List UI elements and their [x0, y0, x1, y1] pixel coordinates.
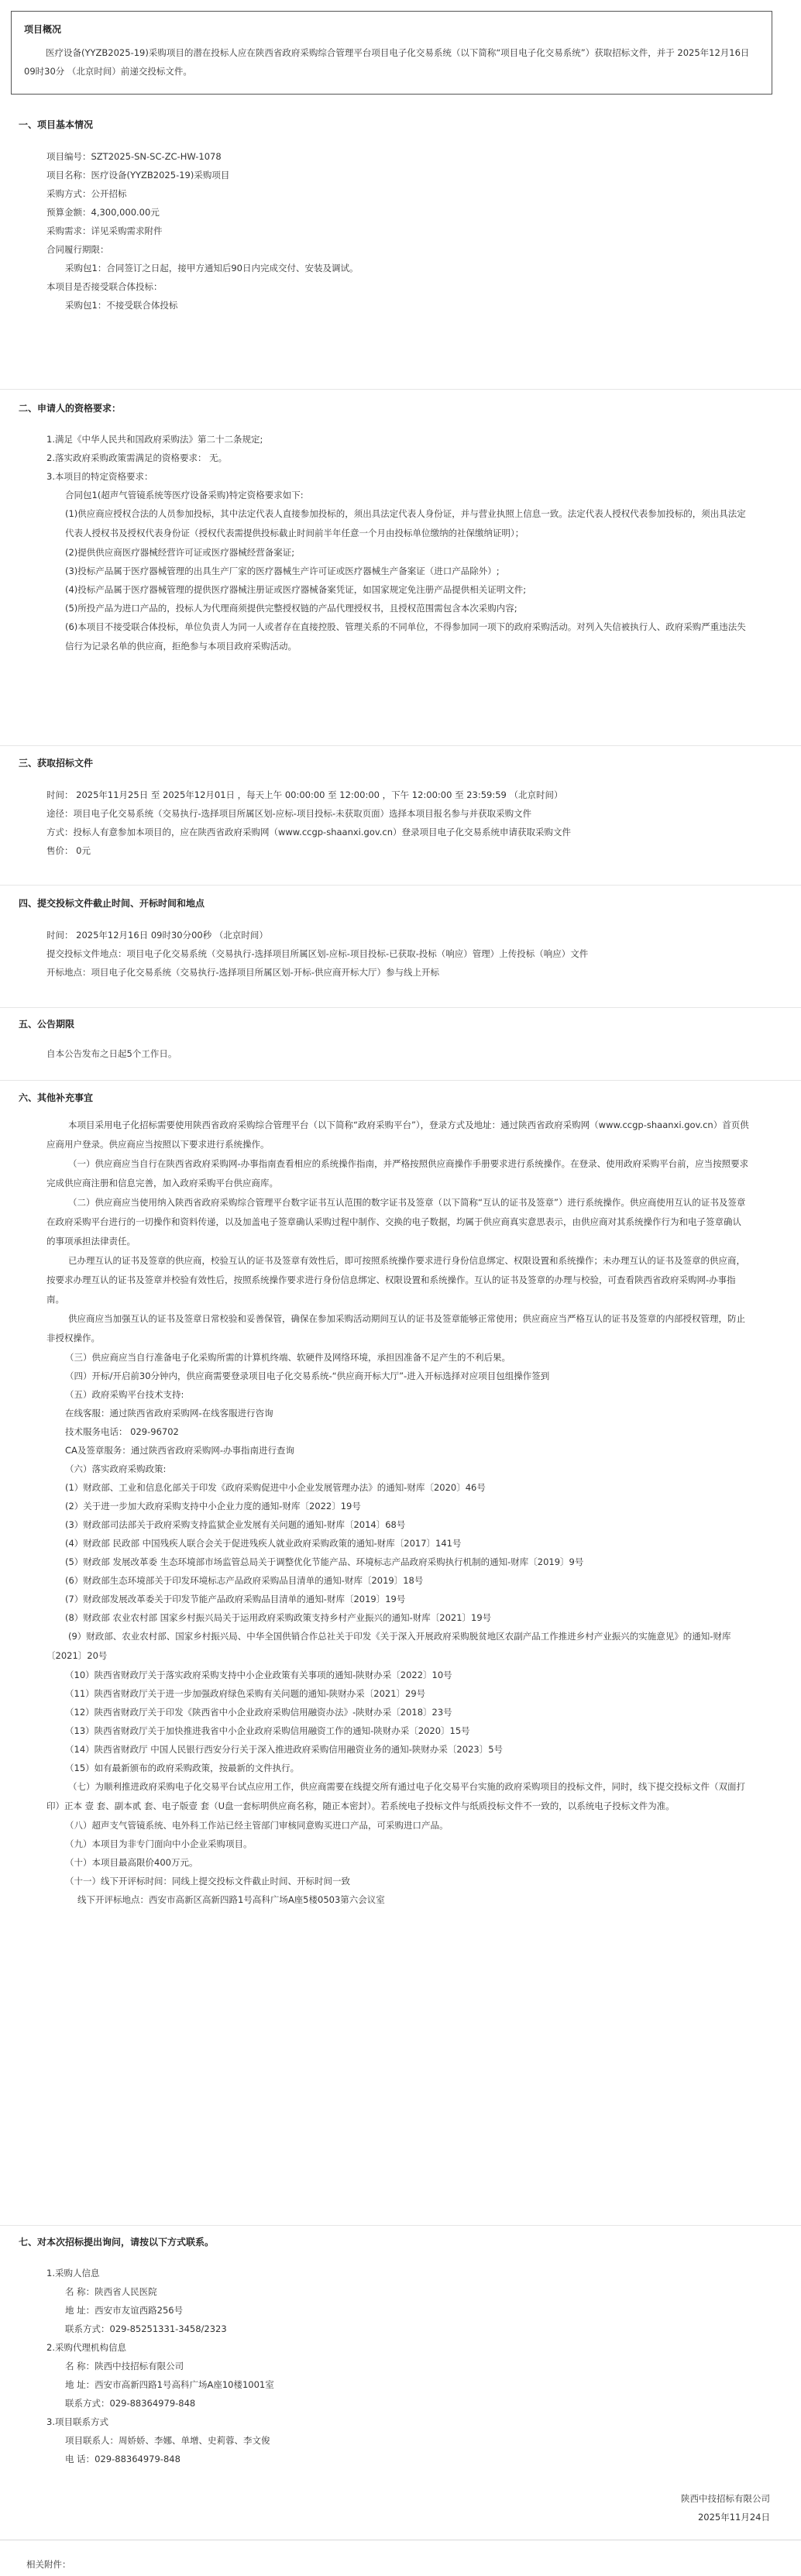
divider	[0, 885, 801, 886]
policy-item: （11）陕西省财政厅关于进一步加强政府绿色采购有关问题的通知-陕财办采〔2021〕29号	[65, 1688, 426, 1699]
policy-item: (5）财政部 发展改革委 生态环境部市场监管总局关于调整优化节能产品、环境标志产品政府采购执行机制的通知-财库〔2019〕9号	[65, 1556, 584, 1567]
qual-item: (6)本项目不接受联合体投标，单位负责人为同一人或者存在直接控股、管理关系的不同单位，不得参加同一项下的政府采购活动。对列入失信被执行人、政府采购严重违法失信行为记录名单的供应商，拒绝参与本项目政府采购活动。	[65, 621, 746, 652]
para: 供应商应当加强互认的证书及签章日常校验和妥善保管，确保在参加采购活动期间互认的证书及签章能够正常使用；供应商应当严格互认的证书及签章的内部授权管理，防止非授权操作。	[46, 1313, 745, 1343]
para: （一）供应商应当自行在陕西省政府采购网-办事指南查看相应的系统操作指南，并严格按照供应商操作手册要求进行系统操作。在登录、使用政府采购平台前，应当按照要求完成供应商注册和信息完善，加入政府采购平台供应商库。	[46, 1158, 749, 1188]
opening-location: 开标地点：项目电子化交易系统（交易执行-选择项目所属区划-开标-供应商开标大厅）参与线上开标	[46, 967, 439, 978]
qualification-list	[19, 430, 778, 656]
para: 在线客服：通过陕西省政府采购网-在线客服进行咨询	[65, 1408, 273, 1419]
project-overview-box	[11, 11, 772, 95]
agency-name: 名 称：陕西中技招标有限公司	[65, 2361, 184, 2371]
contact-list	[19, 2264, 778, 2468]
qual-item: (4)投标产品属于医疗器械管理的提供医疗器械注册证或医疗器械备案凭证，如国家规定免注册产品提供相关证明文件;	[65, 584, 527, 595]
obtain-time: 时间： 2025年11月25日 至 2025年12月01日 ，每天上午 00:00:00 至 12:00:00 ，下午 12:00:00 至 23:59:59 （北京时间）	[46, 789, 563, 800]
section-title: 二、申请人的资格要求：	[19, 403, 122, 414]
basic-info-list	[19, 147, 778, 315]
qual-item: (2)提供供应商医疗器械经营许可证或医疗器械经营备案证;	[65, 547, 295, 558]
policy-item: （14）陕西省财政厅 中国人民银行西安分行关于深入推进政府采购信用融资业务的通知-陕财办采〔2023〕5号	[65, 1744, 504, 1755]
section-title: 四、提交投标文件截止时间、开标时间和地点	[19, 898, 205, 909]
para: CA及签章服务：通过陕西省政府采购网-办事指南进行查询	[65, 1445, 295, 1456]
contract-period-label: 合同履行期限：	[46, 244, 109, 255]
para: （四）开标/开启前30分钟内，供应商需要登录项目电子化交易系统-“供应商开标大厅”-进入开标选择对应项目包组操作签到	[65, 1371, 550, 1381]
consortium-label: 本项目是否接受联合体投标：	[46, 281, 163, 292]
section-title: 一、项目基本情况	[19, 119, 94, 130]
para: 已办理互认的证书及签章的供应商，校验互认的证书及签章有效性后，即可按照系统操作要求进行身份信息绑定、权限设置和系统操作；未办理互认的证书及签章的供应商，按要求办理互认的证书及签章并校验有效性后，按照系统操作要求进行身份信息绑定、权限设置和系统操作。互认的证书及签章的办理与校验，可查看陕西省政府采购网-办事指南。	[46, 1255, 745, 1305]
policy-item: (7）财政部发展改革委关于印发节能产品政府采购品目清单的通知-财库〔2019〕19号	[65, 1594, 406, 1604]
para: 线下开评标地点：西安市高新区高新四路1号高科广场A座5楼0503第六会议室	[77, 1894, 385, 1905]
obtain-price: 售价： 0元	[46, 845, 91, 856]
policy-item: （15）如有最新颁布的政府采购政策，按最新的文件执行。	[65, 1763, 300, 1773]
divider	[0, 745, 801, 746]
project-contact-heading: 3.项目联系方式	[46, 2416, 108, 2427]
purchaser-phone: 联系方式：029-85251331-3458/2323	[65, 2323, 227, 2334]
policy-item: （10）陕西省财政厅关于落实政府采购支持中小企业政策有关事项的通知-陕财办采〔2022〕10号	[65, 1670, 452, 1680]
overview-title: 项目概况	[24, 24, 62, 35]
other-matters-body	[19, 1116, 778, 1909]
section-title: 七、对本次招标提出询问，请按以下方式联系。	[19, 2237, 215, 2248]
para: （五）政府采购平台技术支持:	[65, 1389, 184, 1400]
agency-address: 地 址：西安市高新四路1号高科广场A座10楼1001室	[65, 2379, 274, 2390]
project-contact-phone: 电 话：029-88364979-848	[65, 2454, 180, 2464]
obtain-channel: 途径：项目电子化交易系统（交易执行-选择项目所属区划-应标-项目投标-未获取页面）选择本项目报名参与并获取采购文件	[46, 808, 532, 819]
section-deadline	[19, 896, 778, 910]
para: 本项目采用电子化招标需要使用陕西省政府采购综合管理平台（以下简称“政府采购平台”），登录方式及地址：通过陕西省政府采购网（www.ccgp-shaanxi.gov.cn）首页供应商用户登录。供应商应当按照以下要求进行系统操作。	[46, 1119, 749, 1150]
policy-item: (3）财政部司法部关于政府采购支持监狱企业发展有关问题的通知-财库〔2014〕68号	[65, 1519, 406, 1530]
qual-item: (3)投标产品属于医疗器械管理的出具生产厂家的医疗器械生产许可证或医疗器械生产备案证（进口产品除外）;	[65, 566, 500, 576]
policy-item: (6）财政部生态环境部关于印发环境标志产品政府采购品目清单的通知-财库〔2019〕18号	[65, 1575, 424, 1586]
purchaser-heading: 1.采购人信息	[46, 2268, 100, 2279]
section-title: 五、公告期限	[19, 1019, 75, 1030]
attachments-label: 相关附件：	[26, 2559, 71, 2570]
budget-amount: 预算金额：4,300,000.00元	[46, 207, 160, 218]
section-other-matters	[19, 1091, 778, 1104]
para: （九）本项目为非专门面向中小企业采购项目。	[65, 1838, 253, 1849]
purchaser-name: 名 称：陕西省人民医院	[65, 2286, 157, 2297]
policy-item: （12）陕西省财政厅关于印发《陕西省中小企业政府采购信用融资办法》-陕财办采〔2018〕23号	[65, 1707, 452, 1718]
para: （十一）线下开评标时间：同线上提交投标文件截止时间、开标时间一致	[65, 1876, 350, 1886]
signature-org: 陕西中技招标有限公司	[681, 2493, 770, 2504]
procurement-demand: 采购需求：详见采购需求附件	[46, 225, 163, 236]
qual-line: 2.落实政府采购政策需满足的资格要求： 无。	[46, 452, 228, 463]
para: （六）落实政府采购政策:	[65, 1463, 167, 1474]
policy-item: (1）财政部、工业和信息化部关于印发《政府采购促进中小企业发展管理办法》的通知-财库〔2020〕46号	[65, 1482, 486, 1493]
deadline-list	[19, 926, 778, 982]
obtain-docs-list	[19, 786, 778, 860]
policy-item: (4）财政部 民政部 中国残疾人联合会关于促进残疾人就业政府采购政策的通知-财库〔2017〕141号	[65, 1538, 462, 1549]
procurement-method: 采购方式：公开招标	[46, 188, 127, 199]
section-contact	[19, 2235, 778, 2248]
consortium-value: 采购包1：不接受联合体投标	[65, 300, 178, 311]
notice-period: 自本公告发布之日起5个工作日。	[46, 1048, 177, 1059]
qual-item: (5)所投产品为进口产品的，投标人为代理商须提供完整授权链的产品代理授权书，且授权范围需包含本次采购内容;	[65, 603, 517, 614]
obtain-method: 方式：投标人有意参加本项目的，应在陕西省政府采购网（www.ccgp-shaanxi.gov.cn）登录项目电子化交易系统申请获取采购文件	[46, 827, 572, 837]
section-title: 三、获取招标文件	[19, 758, 94, 769]
policy-item: (9）财政部、农业农村部、国家乡村振兴局、中华全国供销合作总社关于印发《关于深入开展政府采购脱贫地区农副产品工作推进乡村产业振兴的实施意见》的通知-财库〔2021〕20号	[46, 1631, 731, 1661]
deadline-time: 时间： 2025年12月16日 09时30分00秒 （北京时间）	[46, 930, 268, 941]
contract-period-value: 采购包1：合同签订之日起，接甲方通知后90日内完成交付、安装及调试。	[65, 263, 359, 273]
para: （十）本项目最高限价400万元。	[65, 1857, 198, 1868]
divider	[0, 1080, 801, 1081]
notice-period-list	[19, 1044, 778, 1063]
attachments	[19, 2555, 778, 2574]
para: （八）超声支气管镜系统、电外科工作站已经主管部门审核同意购买进口产品，可采购进口产品。	[65, 1820, 449, 1831]
section-title: 六、其他补充事宜	[19, 1092, 94, 1103]
divider	[0, 1007, 801, 1008]
signature-block	[19, 2489, 793, 2526]
qual-item: (1)供应商应授权合法的人员参加投标，其中法定代表人直接参加投标的，须出具法定代表人身份证，并与营业执照上信息一致。法定代表人授权代表参加投标的，须出具法定代表人授权书及授权代表身份证（授权代表需提供投标截止时间前半年任意一个月由投标单位缴纳的社保缴纳证明）；	[65, 508, 746, 538]
section-basic-info	[19, 118, 778, 131]
section-qualifications	[19, 401, 778, 414]
para: （三）供应商应当自行准备电子化采购所需的计算机终端、软硬件及网络环境，承担因准备不足产生的不利后果。	[65, 1352, 511, 1363]
para: （二）供应商应当使用纳入陕西省政府采购综合管理平台数字证书互认范围的数字证书及签章（以下简称“互认的证书及签章”）进行系统操作。供应商使用互认的证书及签章在政府采购平台进行的一切操作和资料传递，以及加盖电子签章确认采购过程中制作、交换的电子数据，均属于供应商真实意思表示，由供应商对其系统操作行为和电子签章确认的事项承担法律责任。	[46, 1197, 746, 1247]
divider	[0, 2225, 801, 2226]
qual-line: 3.本项目的特定资格要求：	[46, 471, 153, 482]
para: （七）为顺利推进政府采购电子化交易平台试点应用工作，供应商需要在线提交所有通过电子化交易平台实施的政府采购项目的投标文件，同时，线下提交投标文件（双面打印）正本 壹 套、副本贰 套、电子版壹 套（U盘一套标明供应商名称，随正本密封）。若系统电子投标文件与纸质投标文件不一致的，以系统电子投标文件为准。	[46, 1781, 745, 1811]
project-contact-people: 项目联系人：周娇娇、李娜、单增、史莉蓉、李文俊	[65, 2435, 270, 2446]
agency-heading: 2.采购代理机构信息	[46, 2342, 126, 2353]
overview-text: 医疗设备(YYZB2025-19)采购项目的潜在投标人应在陕西省政府采购综合管理平台项目电子化交易系统（以下简称“项目电子化交易系统”）获取招标文件，并于 2025年12月16日 09时30分 （北京时间）前递交投标文件。	[24, 47, 750, 77]
project-name: 项目名称：医疗设备(YYZB2025-19)采购项目	[46, 170, 230, 181]
divider	[0, 389, 801, 390]
policy-item: (2）关于进一步加大政府采购支持中小企业力度的通知-财库〔2022〕19号	[65, 1501, 361, 1512]
purchaser-address: 地 址：西安市友谊西路256号	[65, 2305, 184, 2316]
para: 技术服务电话： 029-96702	[65, 1426, 179, 1437]
qual-line: 合同包1(超声气管镜系统等医疗设备采购)特定资格要求如下:	[65, 490, 304, 500]
signature-date: 2025年11月24日	[697, 2512, 770, 2523]
submit-location: 提交投标文件地点：项目电子化交易系统（交易执行-选择项目所属区划-应标-项目投标-已获取-投标（响应）管理）上传投标（响应）文件	[46, 948, 589, 959]
policy-item: (8）财政部 农业农村部 国家乡村振兴局关于运用政府采购政策支持乡村产业振兴的通知-财库〔2021〕19号	[65, 1612, 492, 1623]
project-number: 项目编号：SZT2025-SN-SC-ZC-HW-1078	[46, 151, 222, 162]
policy-item: （13）陕西省财政厅关于加快推进我省中小企业政府采购信用融资工作的通知-陕财办采〔2020〕15号	[65, 1725, 470, 1736]
qual-line: 1.满足《中华人民共和国政府采购法》第二十二条规定;	[46, 434, 263, 445]
section-notice-period	[19, 1017, 778, 1030]
agency-phone: 联系方式：029-88364979-848	[65, 2398, 196, 2409]
section-obtain-docs	[19, 756, 778, 769]
